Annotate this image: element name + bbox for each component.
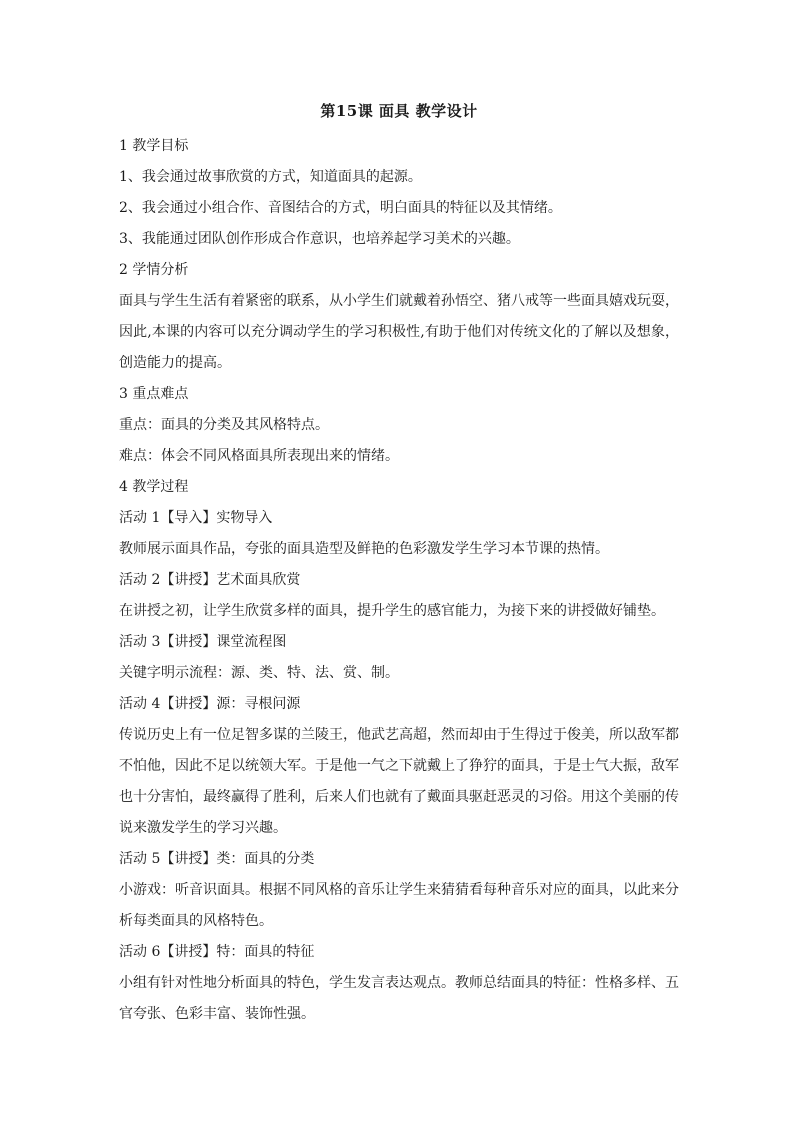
paragraph: 面具与学生生活有着紧密的联系，从小学生们就戴着孙悟空、猪八戒等一些面具嬉戏玩耍，因此,本课的内容可以充分调动学生的学习积极性,有助于他们对传统文化的了解以及想象，创造能力的提高。 [119, 293, 679, 371]
document-title: 第15课 面具 教学设计 [320, 102, 478, 120]
text-line: 关键字明示流程：源、类、特、法、赏、制。 [119, 665, 399, 681]
document-body [119, 131, 679, 1030]
text-line: 3 重点难点 [119, 386, 189, 402]
paragraph: 小组有针对性地分析面具的特色，学生发言表达观点。教师总结面具的特征：性格多样、五官夸张、色彩丰富、装饰性强。 [119, 975, 679, 1022]
text-line: 活动 2【讲授】艺术面具欣赏 [119, 572, 301, 588]
text-line: 重点：面具的分类及其风格特点。 [119, 417, 329, 433]
text-line: 活动 5【讲授】类：面具的分类 [119, 851, 315, 867]
paragraph: 小游戏：听音识面具。根据不同风格的音乐让学生来猜猜看每种音乐对应的面具，以此来分析每类面具的风格特色。 [119, 882, 679, 929]
text-line: 2、我会通过小组合作、音图结合的方式，明白面具的特征以及其情绪。 [119, 200, 562, 216]
text-line: 教师展示面具作品，夸张的面具造型及鲜艳的色彩激发学生学习本节课的热情。 [119, 541, 609, 557]
text-line: 1、我会通过故事欣赏的方式，知道面具的起源。 [119, 169, 422, 185]
text-line: 活动 4【讲授】源：寻根问源 [119, 696, 301, 712]
text-line: 在讲授之初，让学生欣赏多样的面具，提升学生的感官能力，为接下来的讲授做好铺垫。 [119, 603, 665, 619]
paragraph: 传说历史上有一位足智多谋的兰陵王，他武艺高超，然而却由于生得过于俊美，所以敌军都不怕他，因此不足以统领大军。于是他一气之下就戴上了狰狞的面具，于是士气大振，敌军也十分害怕，最终赢得了胜利，后来人们也就有了戴面具驱赶恶灵的习俗。用这个美丽的传说来激发学生的学习兴趣。 [119, 727, 679, 836]
text-line: 活动 6【讲授】特：面具的特征 [119, 944, 315, 960]
text-line: 活动 3【讲授】课堂流程图 [119, 634, 287, 650]
text-line: 4 教学过程 [119, 479, 189, 495]
document-page [119, 100, 679, 1030]
text-line: 难点：体会不同风格面具所表现出来的情绪。 [119, 448, 399, 464]
text-line: 3、我能通过团队创作形成合作意识，也培养起学习美术的兴趣。 [119, 231, 520, 247]
text-line: 活动 1【导入】实物导入 [119, 510, 273, 526]
text-line: 2 学情分析 [119, 262, 189, 278]
text-line: 1 教学目标 [119, 138, 189, 154]
